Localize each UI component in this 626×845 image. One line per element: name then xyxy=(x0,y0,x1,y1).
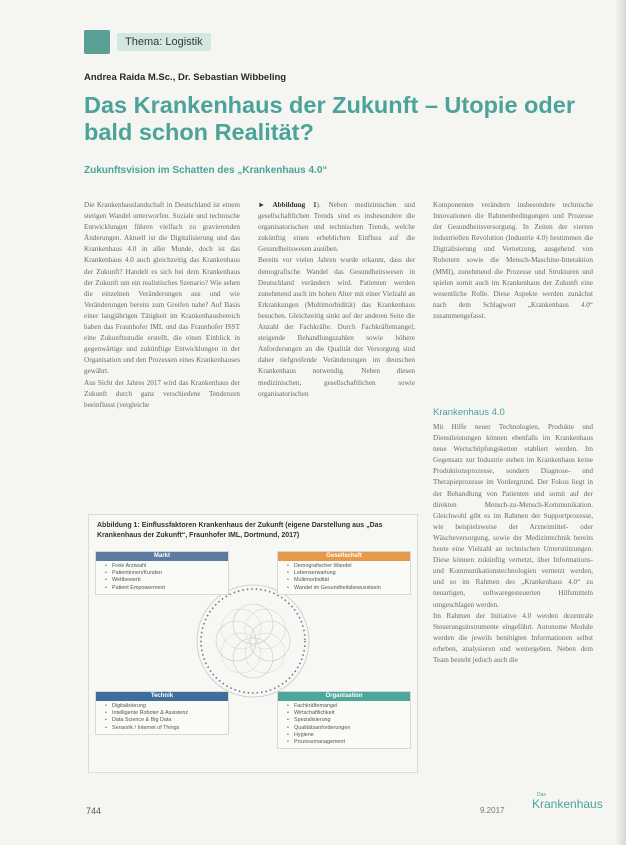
factor-item: • Lebenserwartung xyxy=(294,570,410,577)
factor-box-technik xyxy=(95,691,229,735)
paragraph: Im Rahmen der Initiative 4.0 werden dezentrale Steuerungsinstrumente eingeführt. Autonome Module werden die jeweils benötigten Informationen selbst erheben, analysieren und weitergeben. Neben dem Team besteht jedoch auch die xyxy=(433,611,593,664)
dotted-ring xyxy=(201,589,305,693)
paragraph: Komponenten verändern insbesondere technische Innovationen die Rahmenbedingungen und Prozesse der Gesundheitsversorgung. In Zeiten der vierten industriellen Revolution (Industrie 4.0) bestimmen die Digitalisierung und Vernetzung, ausgehend von Robotern sowie die Mensch-Maschine-Interaktion (MMI), zunehmend die Prozesse und Strukturen und spielen somit auch im Krankenhaus der Zukunft eine wesentliche Rolle. Diese Aspekte werden zunächst nach dem Schlagwort „Krankenhaus 4.0“ zusammengefasst. xyxy=(433,201,593,320)
figure-caption: Abbildung 1: Einflussfaktoren Krankenhaus der Zukunft (eigene Darstellung aus „Das Krankenhaus der Zukunft“, Fraunhofer IML, Dortmund, 2017) xyxy=(97,522,383,539)
factor-item: • Fachkräftemangel xyxy=(294,703,410,710)
factor-item: • Data Science & Big Data xyxy=(112,717,228,724)
paragraph xyxy=(258,200,415,255)
text-column-1 xyxy=(84,200,240,411)
issue-date: 9.2017 xyxy=(480,806,505,815)
factor-item: • Freie Arztwahl xyxy=(112,563,228,570)
theme-label: Thema: Logistik xyxy=(117,33,211,51)
text-column-3 xyxy=(433,200,593,322)
factor-box-header: Gesellschaft xyxy=(278,552,410,561)
factor-item: • Digitalisierung xyxy=(112,703,228,710)
paragraph: Die Krankenhauslandschaft in Deutschland ist einem stetigen Wandel unterworfen. Soziale und technische Entwicklungen führen vielfach zu gravierenden Änderungen. Aktuell ist die Digitalisierung und das Krankenhaus 4.0 in aller Munde, doch ist das Krankenhaus 4.0 auch gleichzeitig das Krankenhaus der Zukunft? Handelt es sich bei dem Krankenhaus der Zukunft um ein realistisches Szenario? Wie sehen die einzelnen Veränderungen aus und wie Veränderungen bereits zum Greifen nahe? Auf Basis einer langjährigen Tätigkeit im Krankenhausbereich haben das Fraunhofer IML und das Fraunhofer ISST eine Zukunftsstudie erstellt, die einen Einblick in gegenwärtige und zukünftige Entwicklungen in der Organisation und den Prozessen eines Krankenhauses gewährt. xyxy=(84,201,240,376)
factor-box-header: Technik xyxy=(96,692,228,701)
factor-item: • Hygiene xyxy=(294,732,410,739)
factor-item: • Wandel im Gesundheitsbewusstsein xyxy=(294,585,410,592)
paragraph: Bereits vor vielen Jahren wurde erkannt, dass der demografische Wandel das Gesundheitswesen in Deutschland verändern wird. Patienten werden zunehmend auch im hohen Alter mit einer Vielzahl an Erkrankungen (Multimorbidität) das Krankenhaus besuchen. Gleichzeitig sinkt auf der anderen Seite die Anzahl der Fachkräfte. Durch Fachkräftemangel, steigende Behandlungszahlen sowie höhere Anforderungen an die Qualität der Versorgung sind daher tiefgreifende Veränderungen im deutschen Krankenhaus notwendig. Neben diesen medizinischen, gesellschaftlichen sowie organisatorischen xyxy=(258,256,415,398)
paragraph-rest: ). Neben medizinischen und gesellschaftlichen Trends sind es insbesondere die organisatorischen und technischen Trends, welche zukünftig einen erheblichen Einfluss auf die Gesundheitswesen ausüben. xyxy=(258,201,415,254)
factor-item: • Patientinnen/Kunden xyxy=(112,570,228,577)
section-heading: Krankenhaus 4.0 xyxy=(433,407,505,418)
factor-item: • Multimorbidität xyxy=(294,577,410,584)
factor-item: • Wettbewerb xyxy=(112,577,228,584)
factor-item: • Spezialisierung xyxy=(294,717,410,724)
factor-box-gesellschaft xyxy=(277,551,411,595)
article-title: Das Krankenhaus der Zukunft – Utopie oder bald schon Realität? xyxy=(84,92,575,145)
influence-circle-diagram xyxy=(189,577,317,705)
factor-item: • Wirtschaftlichkeit xyxy=(294,710,410,717)
outer-ring xyxy=(197,585,309,697)
figure-1 xyxy=(88,514,418,773)
page-edge-shadow xyxy=(616,0,626,845)
factor-item: • Prozessmanagement xyxy=(294,739,410,746)
factor-box-header: Markt xyxy=(96,552,228,561)
paragraph: Aus Sicht der Jahres 2017 wird das Krankenhaus der Zukunft durch ganz verschiedene Tendenzen beeinflusst (vergleiche xyxy=(84,378,240,409)
article-authors: Andrea Raida M.Sc., Dr. Sebastian Wibbeling xyxy=(84,72,287,83)
figure-reference: ► Abbildung 1 xyxy=(258,201,317,209)
factor-box-header: Organisation xyxy=(278,692,410,701)
factor-item: • Intelligente Roboter & Assistenz xyxy=(112,710,228,717)
article-subtitle: Zukunftsvision im Schatten des „Krankenhaus 4.0“ xyxy=(84,165,328,176)
magazine-logo-prefix: Das xyxy=(537,792,546,798)
magazine-logo: Krankenhaus xyxy=(532,797,603,811)
text-column-2 xyxy=(258,200,415,400)
paragraph: Mit Hilfe neuer Technologien, Produkte und Dienstleistungen können ebenfalls im Krankenhaus neue Wertschöpfungsketten etabliert werden. Im Gegensatz zur Industrie stehen im Krankenhaus keine Produktionsprozesse, sondern Diagnose- und Therapieprozesse im Vordergrund. Der Fokus liegt in der Behandlung von Patienten und somit auf der direkten Mensch-zu-Mensch-Kommunikation. Gleichwohl gibt es im Rahmen der Supportprozesse, wie beispielsweise der Arzneimittel- oder Wäscheversorgung, sowie der Medizintechnik bereits heute eine Vielzahl an technischen Unterstützungen. Diese können zukünftig vernetzt, über Informations- und Kommunikationstechnologien vernetzt werden, und so im Rahmen des „Krankenhaus 4.0“ zu neuartigen, softwaregesteuerten Hilfsmitteln umgeschlagen werden. xyxy=(433,423,593,609)
theme-color-marker xyxy=(84,30,110,54)
text-column-3-continued xyxy=(433,422,593,666)
factor-item: • Patient Empowerment xyxy=(112,585,228,592)
factor-box-markt xyxy=(95,551,229,595)
factor-box-organisation xyxy=(277,691,411,749)
factor-item: • Sensorik / Internet of Things xyxy=(112,725,228,732)
factor-item: • Qualitätsanforderungen xyxy=(294,725,410,732)
page-number: 744 xyxy=(86,806,102,816)
factor-item: • Demografischer Wandel xyxy=(294,563,410,570)
